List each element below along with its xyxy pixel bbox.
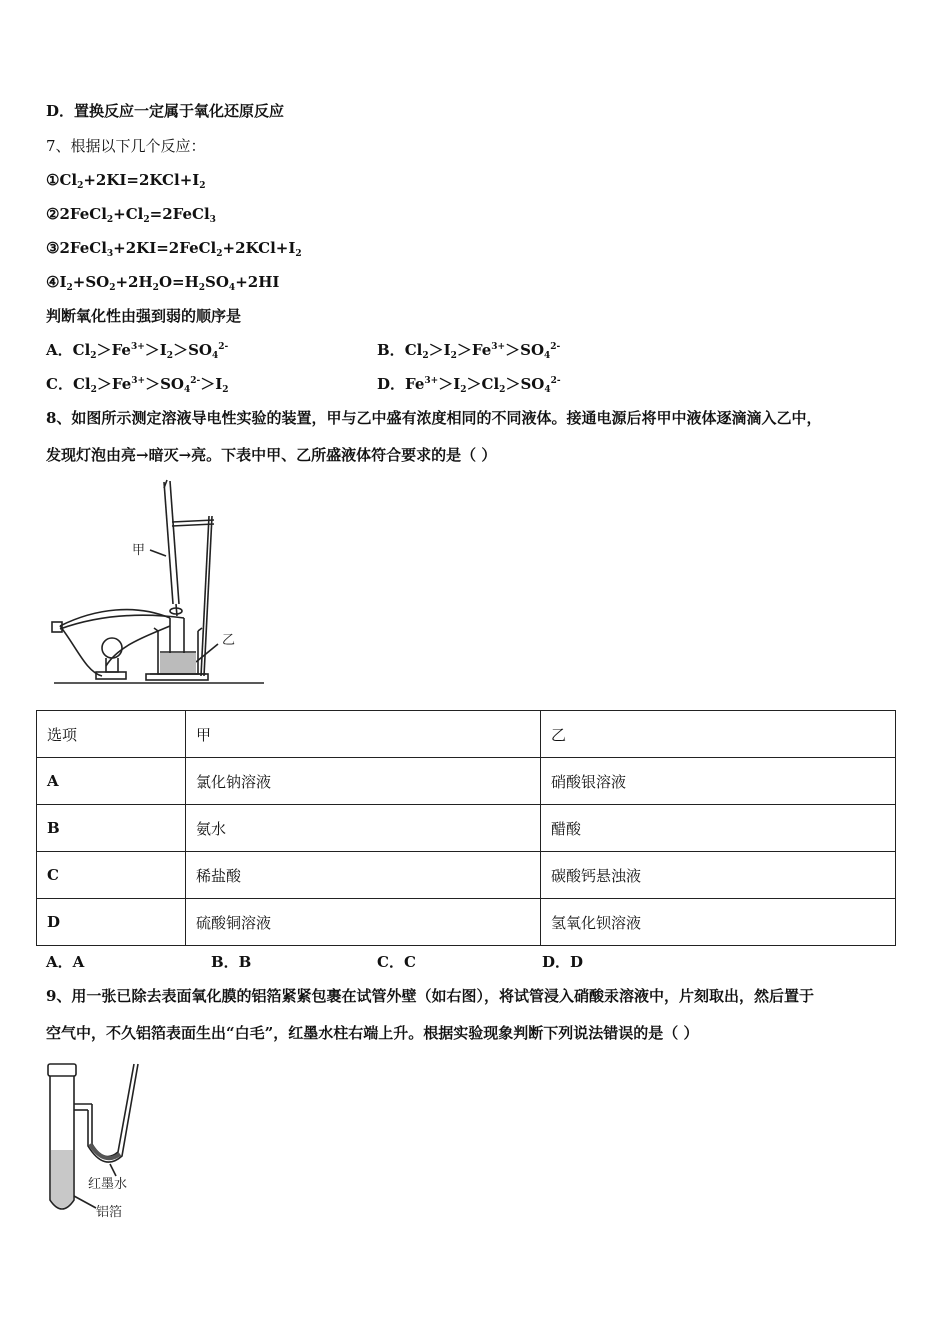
table-cell: 氢氧化钡溶液 <box>541 899 896 946</box>
table-cell: 氯化钠溶液 <box>186 758 541 805</box>
q7-option-a: A．$Cl_2>Fe^{3+}>I_2>SO_4^{2-}$ <box>46 341 229 361</box>
table-row <box>37 805 896 852</box>
table-cell: 稀盐酸 <box>186 852 541 899</box>
label-yi: 乙 <box>222 633 236 648</box>
table-cell: C <box>37 852 186 899</box>
label-jia: 甲 <box>132 543 146 558</box>
q7-option-d: D．$Fe^{3+}>I_2>Cl_2>SO_4^{2-}$ <box>377 375 561 395</box>
q7-reaction-3: $③2FeCl_3+2KI=2FeCl_2+2KCl+I_2$ <box>46 239 302 259</box>
conductivity-apparatus-figure <box>46 476 276 690</box>
q8-stem-line-2: 发现灯泡由亮→暗灭→亮。下表中甲、乙所盛液体符合要求的是（ ） <box>46 446 497 464</box>
q8-answer-b: B．B <box>211 953 252 971</box>
table-cell: 氨水 <box>186 805 541 852</box>
table-header-cell: 甲 <box>186 711 541 758</box>
label-aluminum-foil: 铝箔 <box>96 1205 123 1220</box>
q8-answer-c: C．C <box>377 953 416 971</box>
q8-options-table <box>36 710 896 946</box>
table-cell: D <box>37 899 186 946</box>
table-cell: 醋酸 <box>541 805 896 852</box>
table-row <box>37 852 896 899</box>
table-row <box>37 899 896 946</box>
q8-answer-a: A．A <box>46 953 85 971</box>
table-header-cell: 选项 <box>37 711 186 758</box>
table-header-cell: 乙 <box>541 711 896 758</box>
table-cell: A <box>37 758 186 805</box>
table-cell: 硫酸铜溶液 <box>186 899 541 946</box>
q7-option-c: C．$Cl_2>Fe^{3+}>SO_4^{2-}>I_2$ <box>46 375 229 395</box>
q7-reaction-1: $①Cl_2+2KI=2KCl+I_2$ <box>46 171 206 191</box>
q8-stem-line-1: 8、如图所示测定溶液导电性实验的装置，甲与乙中盛有浓度相同的不同液体。接通电源后将甲中液体逐滴滴入乙中， <box>46 409 822 427</box>
q7-reaction-2: $②2FeCl_2+Cl_2=2FeCl_3$ <box>46 205 216 225</box>
q7-option-b: B．$Cl_2>I_2>Fe^{3+}>SO_4^{2-}$ <box>377 341 561 361</box>
q7-question: 判断氧化性由强到弱的顺序是 <box>46 307 242 325</box>
table-header-row <box>37 711 896 758</box>
test-tube-figure <box>44 1060 154 1222</box>
table-cell: B <box>37 805 186 852</box>
q6-option-d: D．置换反应一定属于氧化还原反应 <box>46 102 285 120</box>
q7-stem: 7、根据以下几个反应： <box>46 137 206 155</box>
q9-stem-line-2: 空气中，不久铝箔表面生出“白毛”，红墨水柱右端上升。根据实验现象判断下列说法错误的是（ ） <box>46 1024 699 1042</box>
q7-reaction-4: $④I_2+SO_2+2H_2O=H_2SO_4+2HI$ <box>46 273 280 293</box>
q8-answer-d: D．D <box>542 953 584 971</box>
table-cell: 碳酸钙悬浊液 <box>541 852 896 899</box>
q9-stem-line-1: 9、用一张已除去表面氧化膜的铝箔紧紧包裹在试管外壁（如右图），将试管浸入硝酸汞溶液中，片刻取出，然后置于 <box>46 987 814 1005</box>
table-row <box>37 758 896 805</box>
label-red-ink: 红墨水 <box>88 1177 128 1192</box>
table-cell: 硝酸银溶液 <box>541 758 896 805</box>
